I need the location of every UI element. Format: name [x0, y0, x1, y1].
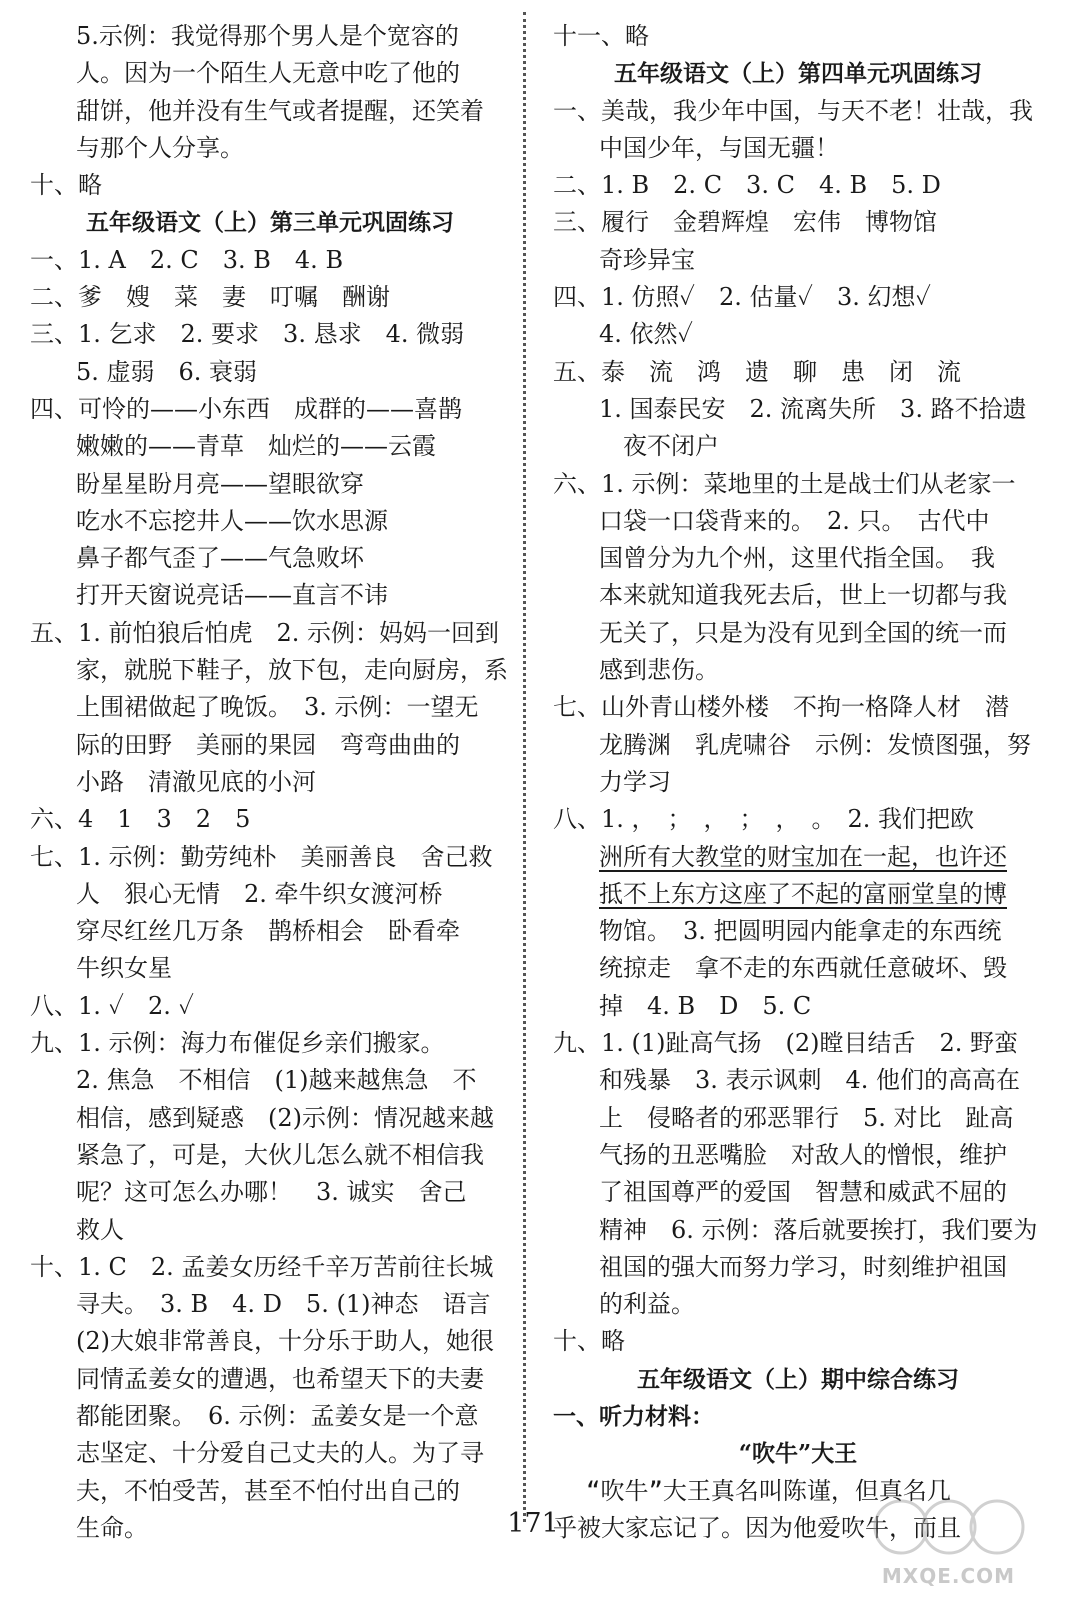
- text-line: 六、1. 示例：菜地里的土是战士们从老家一: [553, 469, 1016, 498]
- text-line: 一、1. A 2. C 3. B 4. B: [30, 245, 344, 274]
- text-line: 十一、略: [553, 22, 649, 50]
- text-line: 牛织女星: [76, 954, 172, 983]
- section-heading: 五年级语文（上）第四单元巩固练习: [614, 60, 982, 88]
- text-line: 精神 6. 示例：落后就要挨打，我们要为: [599, 1215, 1038, 1244]
- text-line: 二、1. B 2. C 3. C 4. B 5. D: [553, 171, 941, 200]
- text-line: 五、1. 前怕狼后怕虎 2. 示例：妈妈一回到: [30, 618, 500, 647]
- watermark-text: MXQE.COM: [881, 1564, 1016, 1588]
- text-line: “吹牛”大王真名叫陈谨，但真名几: [586, 1476, 951, 1505]
- text-line: 掉 4. B D 5. C: [599, 991, 812, 1020]
- text-line: 洲所有大教堂的财宝加在一起，也许还: [599, 842, 1007, 871]
- text-line: 本来就知道我死去后，世上一切都与我: [599, 581, 1007, 610]
- text-line: 六、4 1 3 2 5: [30, 805, 251, 834]
- text-line: 乎被大家忘记了。因为他爱吹牛，而且: [553, 1513, 961, 1542]
- right-column: [553, 18, 1043, 1547]
- text-line: 祖国的强大而努力学习，时刻维护祖国: [599, 1252, 1007, 1281]
- text-line: 十、略: [30, 171, 102, 200]
- text-line: 盼星星盼月亮——望眼欲穿: [76, 469, 364, 498]
- text-line: 人 狠心无情 2. 牵牛织女渡河桥: [76, 879, 443, 908]
- text-line: 和残暴 3. 表示讽刺 4. 他们的高高在: [599, 1066, 1021, 1095]
- text-line: 吃水不忘挖井人——饮水思源: [76, 506, 388, 535]
- text-line: 都能团聚。 6. 示例：孟姜女是一个意: [76, 1401, 479, 1430]
- text-line: 救人: [76, 1215, 124, 1244]
- text-line: 嫩嫩的——青草 灿烂的——云霞: [76, 432, 436, 461]
- text-line: 5.示例：我觉得那个男人是个宽容的: [76, 22, 459, 50]
- text-line: 的利益。: [599, 1290, 695, 1319]
- section-heading: 一、听力材料：: [553, 1402, 714, 1430]
- text-line: 无关了，只是为没有见到全国的统一而: [599, 618, 1007, 647]
- text-line: 5. 虚弱 6. 衰弱: [76, 357, 258, 386]
- text-line: 家，就脱下鞋子，放下包，走向厨房，系: [76, 656, 508, 685]
- text-line: 2. 焦急 不相信 (1)越来越焦急 不: [76, 1066, 477, 1095]
- text-line: 三、履行 金碧辉煌 宏伟 博物馆: [553, 208, 937, 237]
- text-line: 相信，感到疑惑 (2)示例：情况越来越: [76, 1103, 494, 1132]
- text-line: 三、1. 乞求 2. 要求 3. 恳求 4. 微弱: [30, 320, 465, 349]
- text-line: 统掠走 拿不走的东西就任意破坏、毁: [599, 954, 1007, 983]
- text-line: 抵不上东方这座了不起的富丽堂皇的博: [599, 879, 1007, 908]
- text-line: 七、1. 示例：勤劳纯朴 美丽善良 舍己救: [30, 842, 493, 871]
- text-line: 四、1. 仿照✓ 2. 估量✓ 3. 幻想✓: [553, 283, 932, 312]
- text-line: 鼻子都气歪了——气急败坏: [76, 544, 364, 573]
- text-line: 八、1. ， ； ， ； ， 。 2. 我们把欧: [553, 805, 975, 834]
- text-line: 际的田野 美丽的果园 弯弯曲曲的: [76, 730, 460, 759]
- text-line: 口袋一口袋背来的。 2. 只。 古代中: [599, 506, 990, 535]
- text-line: 穿尽红丝几万条 鹊桥相会 卧看牵: [76, 917, 460, 946]
- section-heading: “吹牛”大王: [738, 1440, 858, 1468]
- text-line: 七、山外青山楼外楼 不拘一格降人材 潜: [553, 693, 1009, 722]
- text-line: 上 侵略者的邪恶罪行 5. 对比 趾高: [599, 1103, 1014, 1132]
- page-number: 171: [507, 1508, 559, 1539]
- text-line: 一、美哉，我少年中国，与天不老！壮哉，我: [553, 96, 1033, 125]
- section-heading: 五年级语文（上）期中综合练习: [637, 1365, 959, 1393]
- text-line: 四、可怜的——小东西 成群的——喜鹊: [30, 394, 462, 423]
- text-line: 奇珍异宝: [599, 245, 695, 274]
- text-line: 人。因为一个陌生人无意中吃了他的: [76, 59, 460, 88]
- text-line: 上围裙做起了晚饭。 3. 示例：一望无: [76, 693, 479, 722]
- text-line: 同情孟姜女的遭遇，也希望天下的夫妻: [76, 1364, 484, 1393]
- text-line: 二、爹 嫂 菜 妻 叮嘱 酬谢: [30, 283, 390, 312]
- text-line: 力学习: [599, 767, 671, 796]
- text-line: 甜饼，他并没有生气或者提醒，还笑着: [76, 96, 484, 125]
- text-line: 八、1. ✓ 2. ✓: [30, 991, 195, 1020]
- text-line: 十、1. C 2. 孟姜女历经千辛万苦前往长城: [30, 1252, 494, 1281]
- text-line: 4. 依然✓: [599, 320, 694, 349]
- text-line: 气扬的丑恶嘴脸 对敌人的憎恨，维护: [599, 1140, 1007, 1169]
- left-column: [30, 18, 510, 1547]
- text-line: 紧急了，可是，大伙儿怎么就不相信我: [76, 1140, 484, 1169]
- text-line: 中国少年，与国无疆！: [599, 133, 839, 162]
- text-line: 志坚定、十分爱自己丈夫的人。为了寻: [76, 1439, 484, 1468]
- text-line: 寻夫。 3. B 4. D 5. (1)神态 语言: [76, 1290, 491, 1319]
- text-line: 夜不闭户: [599, 432, 719, 461]
- text-line: 九、1. (1)趾高气扬 (2)瞠目结舌 2. 野蛮: [553, 1029, 1019, 1058]
- watermark: [861, 1493, 1036, 1588]
- text-line: 与那个人分享。: [76, 133, 244, 162]
- text-line: 1. 国泰民安 2. 流离失所 3. 路不拾遗: [599, 394, 1027, 423]
- text-line: 小路 清澈见底的小河: [76, 767, 316, 796]
- text-line: 国曾分为九个州，这里代指全国。 我: [599, 544, 995, 573]
- watermark-logo-icon: [861, 1493, 1036, 1563]
- text-line: 物馆。 3. 把圆明园内能拿走的东西统: [599, 917, 1002, 946]
- text-line: 感到悲伤。: [599, 656, 719, 685]
- text-line: 了祖国尊严的爱国 智慧和威武不屈的: [599, 1178, 1007, 1207]
- text-line: 九、1. 示例：海力布催促乡亲们搬家。: [30, 1029, 445, 1058]
- text-line: 呢？这可怎么办哪！ 3. 诚实 舍己: [76, 1178, 467, 1207]
- section-heading: 五年级语文（上）第三单元巩固练习: [86, 209, 454, 237]
- text-line: (2)大娘非常善良，十分乐于助人，她很: [76, 1327, 494, 1356]
- text-line: 打开天窗说亮话——直言不讳: [76, 581, 388, 610]
- text-line: 夫，不怕受苦，甚至不怕付出自己的: [76, 1476, 460, 1505]
- text-line: 龙腾渊 乳虎啸谷 示例：发愤图强，努: [599, 730, 1031, 759]
- column-divider: [523, 12, 526, 1522]
- text-line: 十、略: [553, 1327, 625, 1356]
- text-line: 生命。: [76, 1513, 148, 1542]
- text-line: 五、泰 流 鸿 遗 聊 患 闭 流: [553, 357, 961, 386]
